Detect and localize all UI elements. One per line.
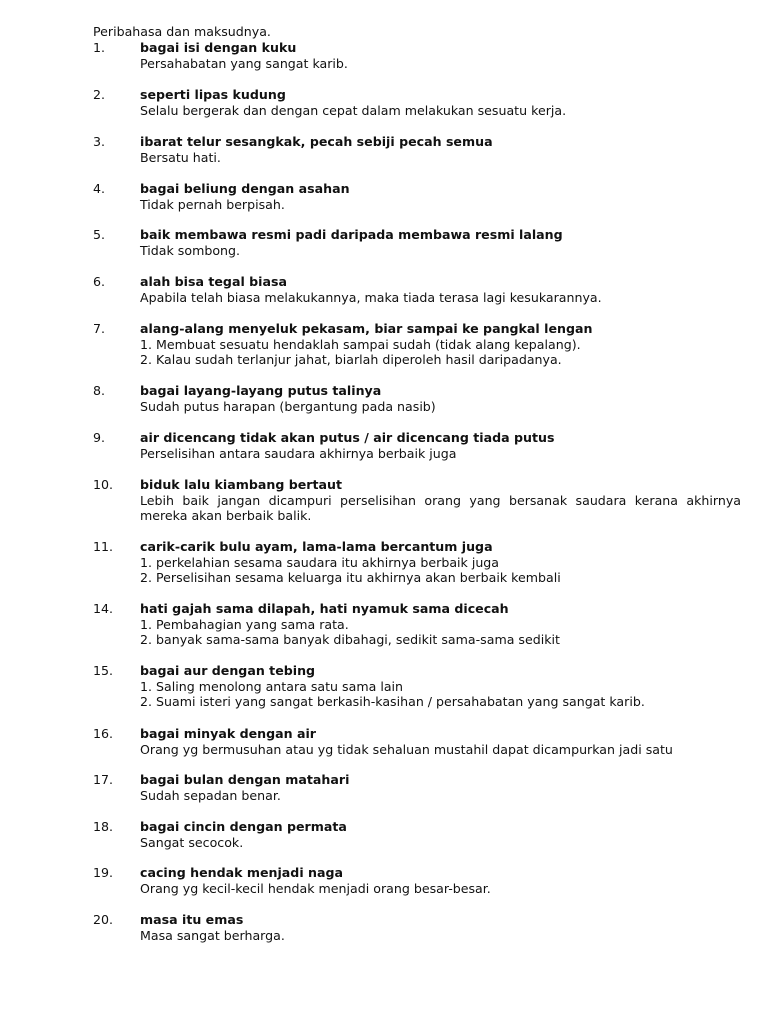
proverb-text: bagai minyak dengan air [140, 726, 317, 741]
entry-number: 10. [93, 477, 114, 492]
meaning-text: Sudah putus harapan (bergantung pada nasib) [140, 398, 436, 414]
meaning-text: 1. Pembahagian yang sama rata. [140, 616, 349, 632]
entry-number: 15. [93, 663, 114, 678]
meaning-text: Masa sangat berharga. [140, 927, 285, 943]
entry-body [140, 40, 741, 71]
entry-number: 16. [93, 726, 114, 741]
entry-number: 8. [93, 383, 106, 398]
meaning-text: 2. Suami isteri yang sangat berkasih-kasihan / persahabatan yang sangat karib. [140, 694, 645, 710]
proverb-text: bagai layang-layang putus talinya [140, 383, 382, 398]
meaning-text: Persahabatan yang sangat karib. [140, 55, 348, 71]
proverb-text: carik-carik bulu ayam, lama-lama bercantum juga [140, 539, 493, 554]
meaning-text: 1. perkelahian sesama saudara itu akhirnya berbaik juga [140, 554, 500, 570]
proverb-text: alang-alang menyeluk pekasam, biar sampai ke pangkal lengan [140, 321, 593, 336]
entry-body [140, 321, 741, 368]
entry-number: 18. [93, 819, 114, 834]
proverb-text: seperti lipas kudung [140, 87, 286, 102]
meaning-text: 1. Saling menolong antara satu sama lain [140, 678, 404, 694]
meaning-text: 2. Kalau sudah terlanjur jahat, biarlah diperoleh hasil daripadanya. [140, 352, 562, 368]
entry-body [140, 601, 741, 648]
entry-body [140, 726, 741, 757]
proverb-entry [93, 912, 741, 943]
meaning-text: 1. Membuat sesuatu hendaklah sampai sudah (tidak alang kepalang). [140, 336, 581, 352]
entry-body [140, 181, 741, 212]
proverb-entry [93, 539, 741, 586]
proverb-entry [93, 663, 741, 710]
entry-body [140, 430, 741, 461]
entry-number: 19. [93, 865, 114, 880]
entry-number: 7. [93, 321, 106, 336]
entry-body [140, 663, 741, 710]
entry-number: 11. [93, 539, 114, 554]
proverb-entry [93, 321, 741, 368]
entry-body [140, 865, 741, 896]
entry-number: 20. [93, 912, 114, 927]
proverb-entry [93, 865, 741, 896]
entry-body [140, 539, 741, 586]
proverb-entry [93, 430, 741, 461]
proverb-text: hati gajah sama dilapah, hati nyamuk sama dicecah [140, 601, 509, 616]
entry-body [140, 134, 741, 165]
entry-body [140, 912, 741, 943]
proverb-text: cacing hendak menjadi naga [140, 865, 343, 880]
meaning-text: Sangat secocok. [140, 834, 244, 850]
meaning-text: Bersatu hati. [140, 149, 221, 165]
meaning-text: 2. Perselisihan sesama keluarga itu akhirnya akan berbaik kembali [140, 570, 561, 586]
entry-body [140, 383, 741, 414]
entry-number: 14. [93, 601, 114, 616]
proverb-text: masa itu emas [140, 912, 244, 927]
entry-body [140, 274, 741, 305]
entry-number: 9. [93, 430, 106, 445]
meaning-text: Apabila telah biasa melakukannya, maka tiada terasa lagi kesukarannya. [140, 289, 602, 305]
entry-body [140, 477, 741, 524]
entry-number: 2. [93, 87, 106, 102]
proverb-entry [93, 40, 741, 71]
entry-number: 3. [93, 134, 106, 149]
meaning-text: Tidak pernah berpisah. [140, 196, 285, 212]
entry-number: 6. [93, 274, 106, 289]
proverb-entry [93, 601, 741, 648]
entry-number: 5. [93, 227, 106, 242]
proverb-text: bagai beliung dengan asahan [140, 181, 350, 196]
proverb-text: bagai isi dengan kuku [140, 40, 297, 55]
meaning-text: Perselisihan antara saudara akhirnya berbaik juga [140, 445, 457, 461]
meaning-text: Orang yg kecil-kecil hendak menjadi orang besar-besar. [140, 880, 491, 896]
proverb-text: bagai cincin dengan permata [140, 819, 347, 834]
proverb-text: alah bisa tegal biasa [140, 274, 287, 289]
entry-body [140, 227, 741, 258]
meaning-text: Selalu bergerak dan dengan cepat dalam melakukan sesuatu kerja. [140, 102, 567, 118]
document-title: Peribahasa dan maksudnya. [93, 24, 271, 39]
proverb-text: air dicencang tidak akan putus / air dicencang tiada putus [140, 430, 555, 445]
meaning-text: Sudah sepadan benar. [140, 787, 281, 803]
proverb-entry [93, 726, 741, 757]
entry-number: 17. [93, 772, 114, 787]
proverb-entry [93, 227, 741, 258]
meaning-text: 2. banyak sama-sama banyak dibahagi, sedikit sama-sama sedikit [140, 632, 560, 648]
entry-number: 1. [93, 40, 106, 55]
meaning-text: Tidak sombong. [140, 242, 241, 258]
proverb-entry [93, 181, 741, 212]
proverb-text: bagai bulan dengan matahari [140, 772, 350, 787]
entry-body [140, 772, 741, 803]
meaning-text: Orang yg bermusuhan atau yg tidak sehaluan mustahil dapat dicampurkan jadi satu [140, 741, 673, 757]
proverb-entry [93, 477, 741, 524]
proverb-text: biduk lalu kiambang bertaut [140, 477, 343, 492]
entry-body [140, 87, 741, 118]
proverb-entry [93, 383, 741, 414]
proverb-text: baik membawa resmi padi daripada membawa resmi lalang [140, 227, 563, 242]
proverb-entry [93, 819, 741, 850]
meaning-paragraph: Lebih baik jangan dicampuri perselisihan orang yang bersanak saudara kerana akhirnya mereka akan berbaik balik. [140, 492, 741, 524]
proverb-entry [93, 134, 741, 165]
proverb-entry [93, 772, 741, 803]
proverb-entry [93, 87, 741, 118]
proverb-text: bagai aur dengan tebing [140, 663, 316, 678]
entry-body [140, 819, 741, 850]
proverb-entry [93, 274, 741, 305]
proverb-text: ibarat telur sesangkak, pecah sebiji pecah semua [140, 134, 493, 149]
entry-number: 4. [93, 181, 106, 196]
